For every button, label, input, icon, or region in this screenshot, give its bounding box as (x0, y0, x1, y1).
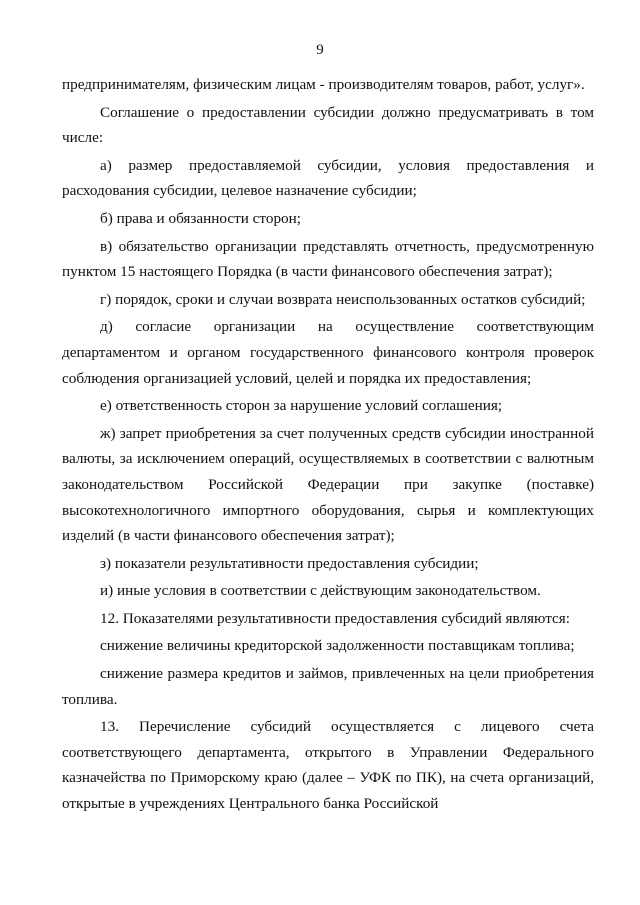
paragraph-agreement-intro: Соглашение о предоставлении субсидии должно предусматривать в том числе: (62, 103, 594, 147)
document-body (62, 72, 594, 817)
page-number: 9 (316, 42, 324, 58)
paragraph-item-z: з) показатели результативности предоставления субсидии; (100, 554, 479, 572)
paragraph-indicator-2: снижение размера кредитов и займов, привлеченных на цели приобретения топлива. (62, 665, 594, 708)
paragraph-item-d: д) согласие организации на осуществление соответствующим департаментом и органом государственного финансового контроля проверок соблюдения организацией условий, целей и порядка их предоставления; (62, 318, 594, 387)
paragraph-item-a: а) размер предоставляемой субсидии, условия предоставления и расходования субсидии, целевое назначение субсидии; (62, 156, 594, 200)
paragraph-item-b: б) права и обязанности сторон; (100, 209, 301, 227)
paragraph-item-zh: ж) запрет приобретения за счет полученных средств субсидии иностранной валюты, за исключением операций, осуществляемых в соответствии с валютным законодательством Российской Федерации при закупке (поставке) высокотехнологичного импортного оборудования, сырья и комплектующих изделий (в части финансового обеспечения затрат); (62, 424, 594, 545)
paragraph-item-e: е) ответственность сторон за нарушение условий соглашения; (100, 397, 503, 415)
paragraph-continuation: предпринимателям, физическим лицам - производителям товаров, работ, услуг». (62, 76, 585, 93)
paragraph-item-i: и) иные условия в соответствии с действующим законодательством. (100, 582, 541, 600)
paragraph-item-g: г) порядок, сроки и случаи возврата неиспользованных остатков субсидий; (100, 290, 586, 308)
paragraph-item-v: в) обязательство организации представлять отчетность, предусмотренную пунктом 15 настоящего Порядка (в части финансового обеспечения затрат); (62, 237, 594, 281)
paragraph-indicator-1: снижение величины кредиторской задолженности поставщикам топлива; (100, 637, 575, 655)
paragraph-section-13: 13. Перечисление субсидий осуществляется с лицевого счета соответствующего департамента, открытого в Управлении Федерального казначейства по Приморскому краю (далее – УФК по ПК), на счета организаций, открытые в учреждениях Центрального банка Российской (62, 718, 594, 813)
paragraph-section-12: 12. Показателями результативности предоставления субсидий являются: (100, 609, 570, 627)
